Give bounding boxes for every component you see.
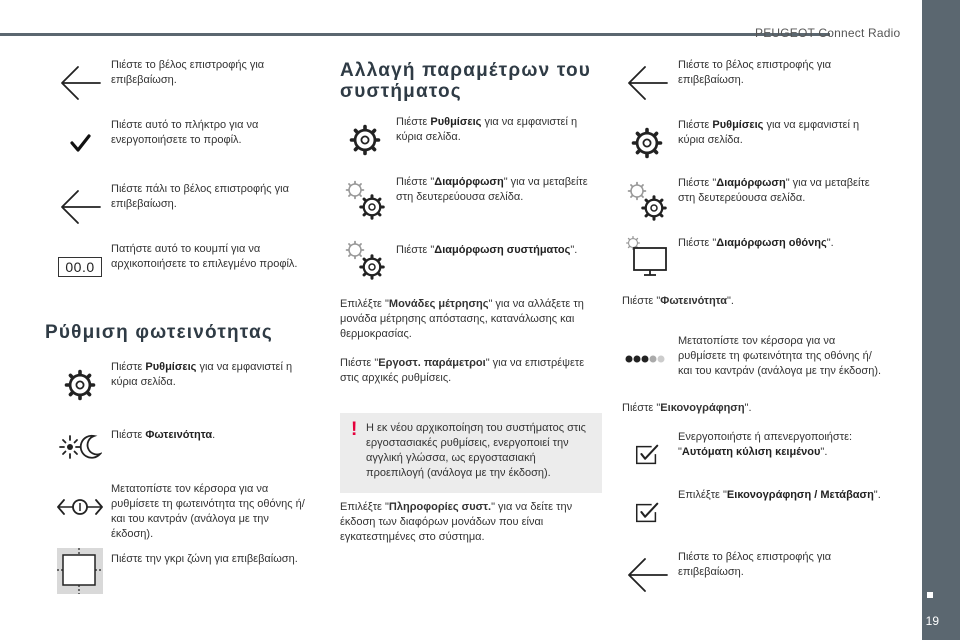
grey-zone-icon	[55, 546, 105, 596]
step-text: Πιέστε Ρυθμίσεις για να εμφανιστεί η κύρια σελίδα.	[396, 116, 578, 143]
step-text: Μετατοπίστε τον κέρσορα για να ρυθμίσετε τη φωτεινότητα της οθόνης ή/και του καντράν (ανάλογα με την έκδοση).	[111, 483, 305, 540]
step-settings	[340, 115, 602, 165]
step-brightness	[55, 422, 215, 472]
page-side-tab	[922, 0, 960, 640]
double-gear-icon	[622, 176, 672, 226]
step-text: Πιέστε πάλι το βέλος επιστροφής για επιβεβαίωση.	[111, 183, 289, 210]
slider-icon	[55, 482, 105, 532]
back-arrow-icon	[622, 58, 672, 108]
step-back-confirm-1	[55, 58, 310, 108]
double-gear-icon	[340, 175, 390, 225]
step-text: Πιέστε "Διαμόρφωση οθόνης".	[678, 237, 834, 249]
gear-icon	[55, 360, 105, 410]
step-transition	[622, 488, 881, 538]
step-slider	[622, 334, 884, 384]
top-rule	[0, 33, 830, 36]
step-activate-profile	[55, 118, 310, 168]
step-text: Πιέστε το βέλος επιστροφής για επιβεβαίωση.	[678, 59, 832, 86]
preset-value: 00.0	[58, 257, 102, 277]
step-grey-zone	[55, 546, 298, 596]
step-text: Μετατοπίστε τον κέρσορα για να ρυθμίσετε τη φωτεινότητα της οθόνης ή/και του καντράν (ανάλογα με την έκδοση).	[678, 335, 882, 377]
step-text: Πιέστε "Διαμόρφωση συστήματος".	[396, 244, 578, 256]
checkmark-icon	[55, 118, 105, 168]
warning-note	[340, 413, 602, 493]
step-text: Πιέστε "Διαμόρφωση" για να μεταβείτε στη δευτερεύουσα σελίδα.	[396, 176, 588, 203]
page-marker	[927, 592, 933, 598]
step-text: Ενεργοποιήστε ή απενεργοποιήστε: "Αυτόματη κύλιση κειμένου".	[678, 431, 853, 458]
section-title-line: συστήματος	[340, 81, 462, 102]
back-arrow-icon	[55, 182, 105, 232]
progress-dots-icon	[622, 334, 672, 384]
paragraph-illustration: Πιέστε "Εικονογράφηση".	[622, 402, 752, 414]
preset-button-icon	[55, 242, 105, 292]
step-back-confirm-4	[622, 550, 884, 600]
page-number: 19	[925, 614, 939, 628]
double-gear-icon	[340, 235, 390, 285]
step-text: Πιέστε Ρυθμίσεις για να εμφανιστεί η κύρια σελίδα.	[111, 361, 293, 388]
sun-moon-icon	[55, 422, 105, 472]
step-text: Πατήστε αυτό το κουμπί για να αρχικοποιήσετε το επιλεγμένο προφίλ.	[111, 243, 298, 270]
step-back-confirm-3	[622, 58, 884, 108]
warning-icon: !	[351, 419, 358, 440]
checkbox-icon	[622, 488, 672, 538]
step-slider	[55, 482, 310, 542]
section-title-brightness: Ρύθμιση φωτεινότητας	[45, 322, 273, 343]
monitor-icon	[622, 232, 672, 282]
gear-icon	[622, 118, 672, 168]
back-arrow-icon	[55, 58, 105, 108]
step-back-confirm-2	[55, 182, 310, 232]
step-configuration	[622, 176, 884, 226]
checkbox-icon	[622, 430, 672, 480]
page-header-title: PEUGEOT Connect Radio	[755, 26, 901, 40]
step-text: Πιέστε Φωτεινότητα.	[111, 429, 216, 441]
paragraph-system-info: Επιλέξτε "Πληροφορίες συστ." για να δείτε την έκδοση των διαφόρων μονάδων που είναι εγκατεστημένες στο σύστημα.	[340, 501, 573, 543]
paragraph-factory-settings: Πιέστε "Εργοστ. παράμετροι" για να επιστρέψετε στις αρχικές ρυθμίσεις.	[340, 357, 585, 384]
step-display-configuration	[622, 232, 834, 282]
step-text: Πιέστε αυτό το πλήκτρο για να ενεργοποιήσετε το προφίλ.	[111, 119, 259, 146]
step-configuration	[340, 175, 602, 225]
paragraph-units: Επιλέξτε "Μονάδες μέτρησης" για να αλλάξετε τη μονάδα μέτρησης απόστασης, κατανάλωσης και θερμοκρασίας.	[340, 298, 584, 340]
paragraph-brightness: Πιέστε "Φωτεινότητα".	[622, 295, 734, 307]
section-title-system	[340, 60, 602, 102]
step-text: Πιέστε την γκρι ζώνη για επιβεβαίωση.	[111, 553, 298, 565]
warning-note-text: Η εκ νέου αρχικοποίηση του συστήματος στις εργοστασιακές ρυθμίσεις, ενεργοποιεί την αγγλική γλώσσα, ως εργοστασιακή προεπιλογή (ανάλογα με την έκδοση).	[366, 422, 586, 479]
step-system-configuration	[340, 235, 577, 285]
section-title-line: Αλλαγή παραμέτρων του	[340, 60, 592, 81]
step-auto-scroll	[622, 430, 884, 480]
step-text: Πιέστε το βέλος επιστροφής για επιβεβαίωση.	[111, 59, 265, 86]
step-text: Πιέστε το βέλος επιστροφής για επιβεβαίωση.	[678, 551, 832, 578]
step-text: Πιέστε "Διαμόρφωση" για να μεταβείτε στη δευτερεύουσα σελίδα.	[678, 177, 870, 204]
gear-icon	[340, 115, 390, 165]
step-text: Επιλέξτε "Εικονογράφηση / Μετάβαση".	[678, 489, 881, 501]
step-reset-profile	[55, 242, 310, 292]
step-text: Πιέστε Ρυθμίσεις για να εμφανιστεί η κύρια σελίδα.	[678, 119, 860, 146]
step-settings	[622, 118, 884, 168]
back-arrow-icon	[622, 550, 672, 600]
step-settings	[55, 360, 310, 410]
